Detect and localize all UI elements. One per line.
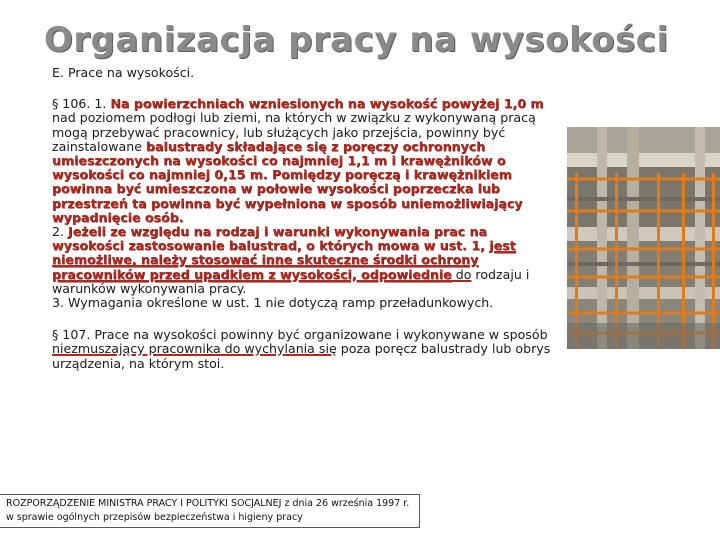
article-106-paragraph-2 [52, 225, 562, 296]
article-106-mid-text: nad poziomem podłogi lub ziemi, na których w związku z wykonywaną pracą mogą przebywać pracownicy, lub służących jako przejścia, powinny być zainstalowane [52, 110, 536, 154]
alternative-measures-underlined-tail: do [451, 266, 472, 282]
article-106-paragraph-3: 3. Wymagania określone w ust. 1 nie dotyczą ramp przeładunkowych. [52, 295, 494, 311]
article-106-paragraph-1 [52, 97, 562, 225]
page-title: Organizacja pracy na wysokości [44, 20, 669, 60]
section-heading: E. Prace na wysokości. [52, 65, 195, 80]
regulation-source-footer [0, 494, 420, 528]
balustrade-requirement-emphasis: balustrady składające się z poręczy ochronnych umieszczonych na wysokości co najmniej 1,1 m i krawężników o wysokości co najmniej 0,15 m. Pomiędzy poręczą i krawężnikiem powinna być umieszczona w połowie wysokości poprzeczka lub przestrzeń ta powinna być wypełniona w sposób uniemożliwiający wypadnięcie osób. [52, 138, 523, 225]
article-106-lead: § 106. 1. [52, 96, 111, 112]
article-107-tail: poza poręcz balustrady lub obrys urządzenia, na którym stoi. [52, 341, 551, 371]
no-leaning-underlined: niezmuszający pracownika do wychylania się [52, 341, 337, 357]
article-107-lead: § 107. Prace na wysokości powinny być organizowane i wykonywane w sposób [52, 327, 548, 343]
regulation-text [52, 66, 562, 371]
alternative-measures-underlined: jest niemożliwe, należy stosować inne skuteczne środki ochrony pracowników przed upadkiem z wysokości, odpowiednie [52, 238, 516, 282]
alternative-measures-emphasis: Jeżeli ze względu na rodzaj i warunki wykonywania prac na wysokości zastosowanie balustrad, o których mowa w ust. 1, [52, 224, 490, 254]
footer-line-1: ROZPORZĄDZENIE MINISTRA PRACY I POLITYKI SOCJALNEJ z dnia 26 września 1997 r. [6, 498, 410, 509]
article-106-p2-lead: 2. [52, 224, 69, 240]
construction-scaffolding-photo [567, 127, 720, 349]
scaffolding-illustration [567, 127, 720, 349]
footer-line-2: w sprawie ogólnych przepisów bezpieczeństwa i higieny pracy [6, 512, 303, 523]
height-threshold-emphasis: Na powierzchniach wzniesionych na wysokość powyżej 1,0 m [110, 96, 544, 112]
article-107-paragraph [52, 328, 562, 371]
article-106-p2-tail: rodzaju i warunków wykonywania pracy. [52, 266, 530, 296]
